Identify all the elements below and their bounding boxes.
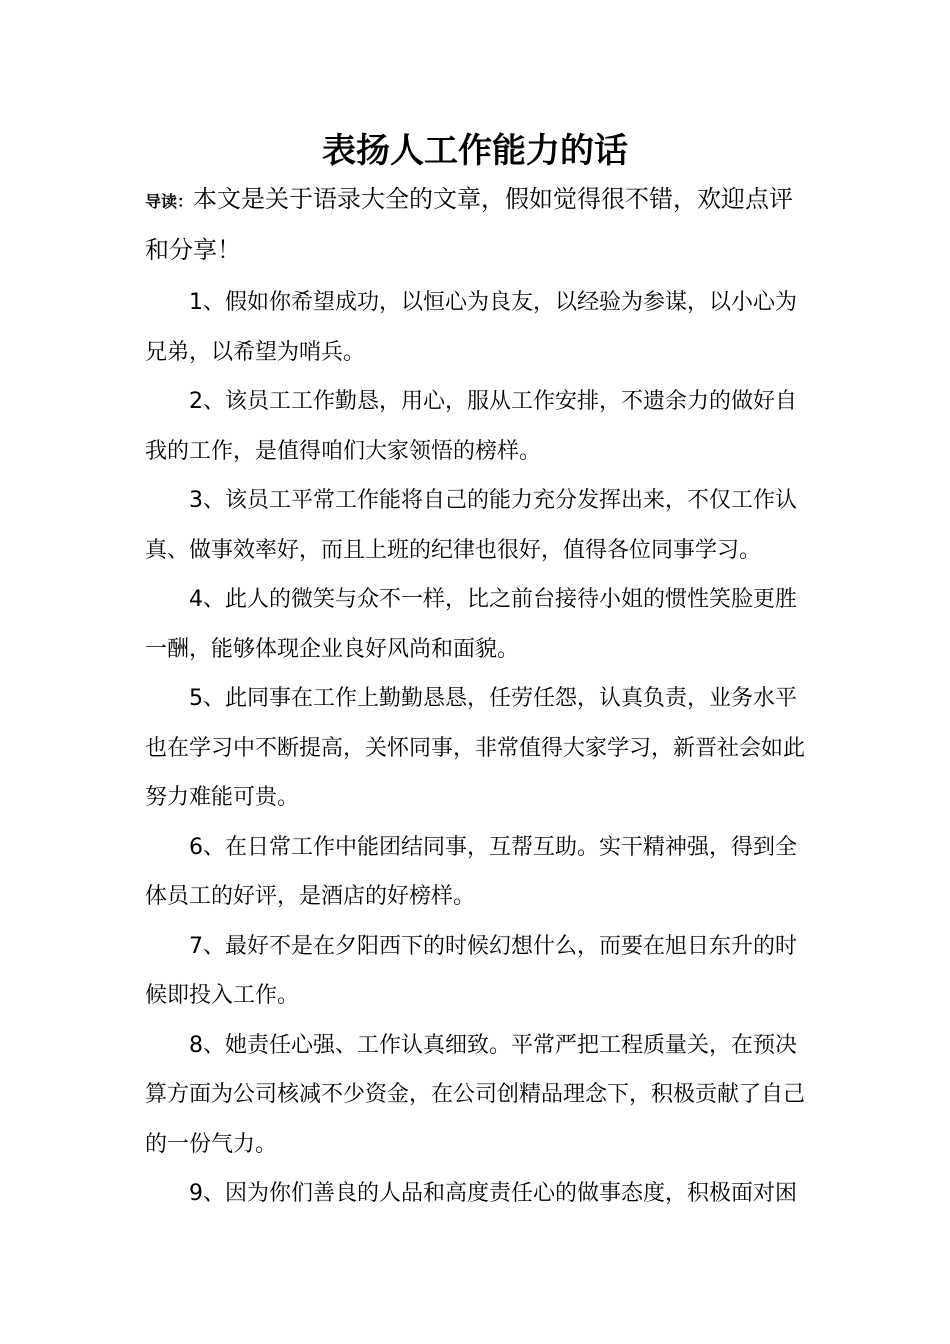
list-item-1: 1、假如你希望成功，以恒心为良友，以经验为参谋，以小心为兄弟，以希望为哨兵。 bbox=[145, 290, 797, 365]
intro-text: 本文是关于语录大全的文章，假如觉得很不错，欢迎点评和分享！ bbox=[145, 185, 794, 264]
list-item-2: 2、该员工工作勤恳，用心，服从工作安排，不遗余力的做好自我的工作，是值得咱们大家领悟的榜样。 bbox=[145, 389, 797, 464]
item-list bbox=[145, 278, 810, 1219]
list-item-5: 5、此同事在工作上勤勤恳恳，任劳任怨，认真负责，业务水平也在学习中不断提高，关怀同事，非常值得大家学习，新晋社会如此努力难能可贵。 bbox=[145, 686, 806, 810]
list-item-8: 8、她责任心强、工作认真细致。平常严把工程质量关，在预决算方面为公司核减不少资金，在公司创精品理念下，积极贡献了自己的一份气力。 bbox=[145, 1032, 806, 1157]
list-item-3: 3、该员工平常工作能将自己的能力充分发挥出来，不仅工作认真、做事效率好，而且上班的纪律也很好，值得各位同事学习。 bbox=[145, 488, 797, 563]
list-item-6: 6、在日常工作中能团结同事，互帮互助。实干精神强，得到全体员工的好评，是酒店的好榜样。 bbox=[145, 834, 797, 909]
intro-label: 导读： bbox=[145, 192, 194, 211]
document-title: 表扬人工作能力的话 bbox=[322, 131, 628, 171]
intro-paragraph bbox=[145, 175, 810, 275]
list-item-4: 4、此人的微笑与众不一样，比之前台接待小姐的惯性笑脸更胜一酬，能够体现企业良好风尚和面貌。 bbox=[145, 587, 797, 662]
list-item-9: 9、因为你们善良的人品和高度责任心的做事态度，积极面对困 bbox=[189, 1181, 797, 1206]
list-item-7: 7、最好不是在夕阳西下的时候幻想什么，而要在旭日东升的时候即投入工作。 bbox=[145, 933, 797, 1008]
